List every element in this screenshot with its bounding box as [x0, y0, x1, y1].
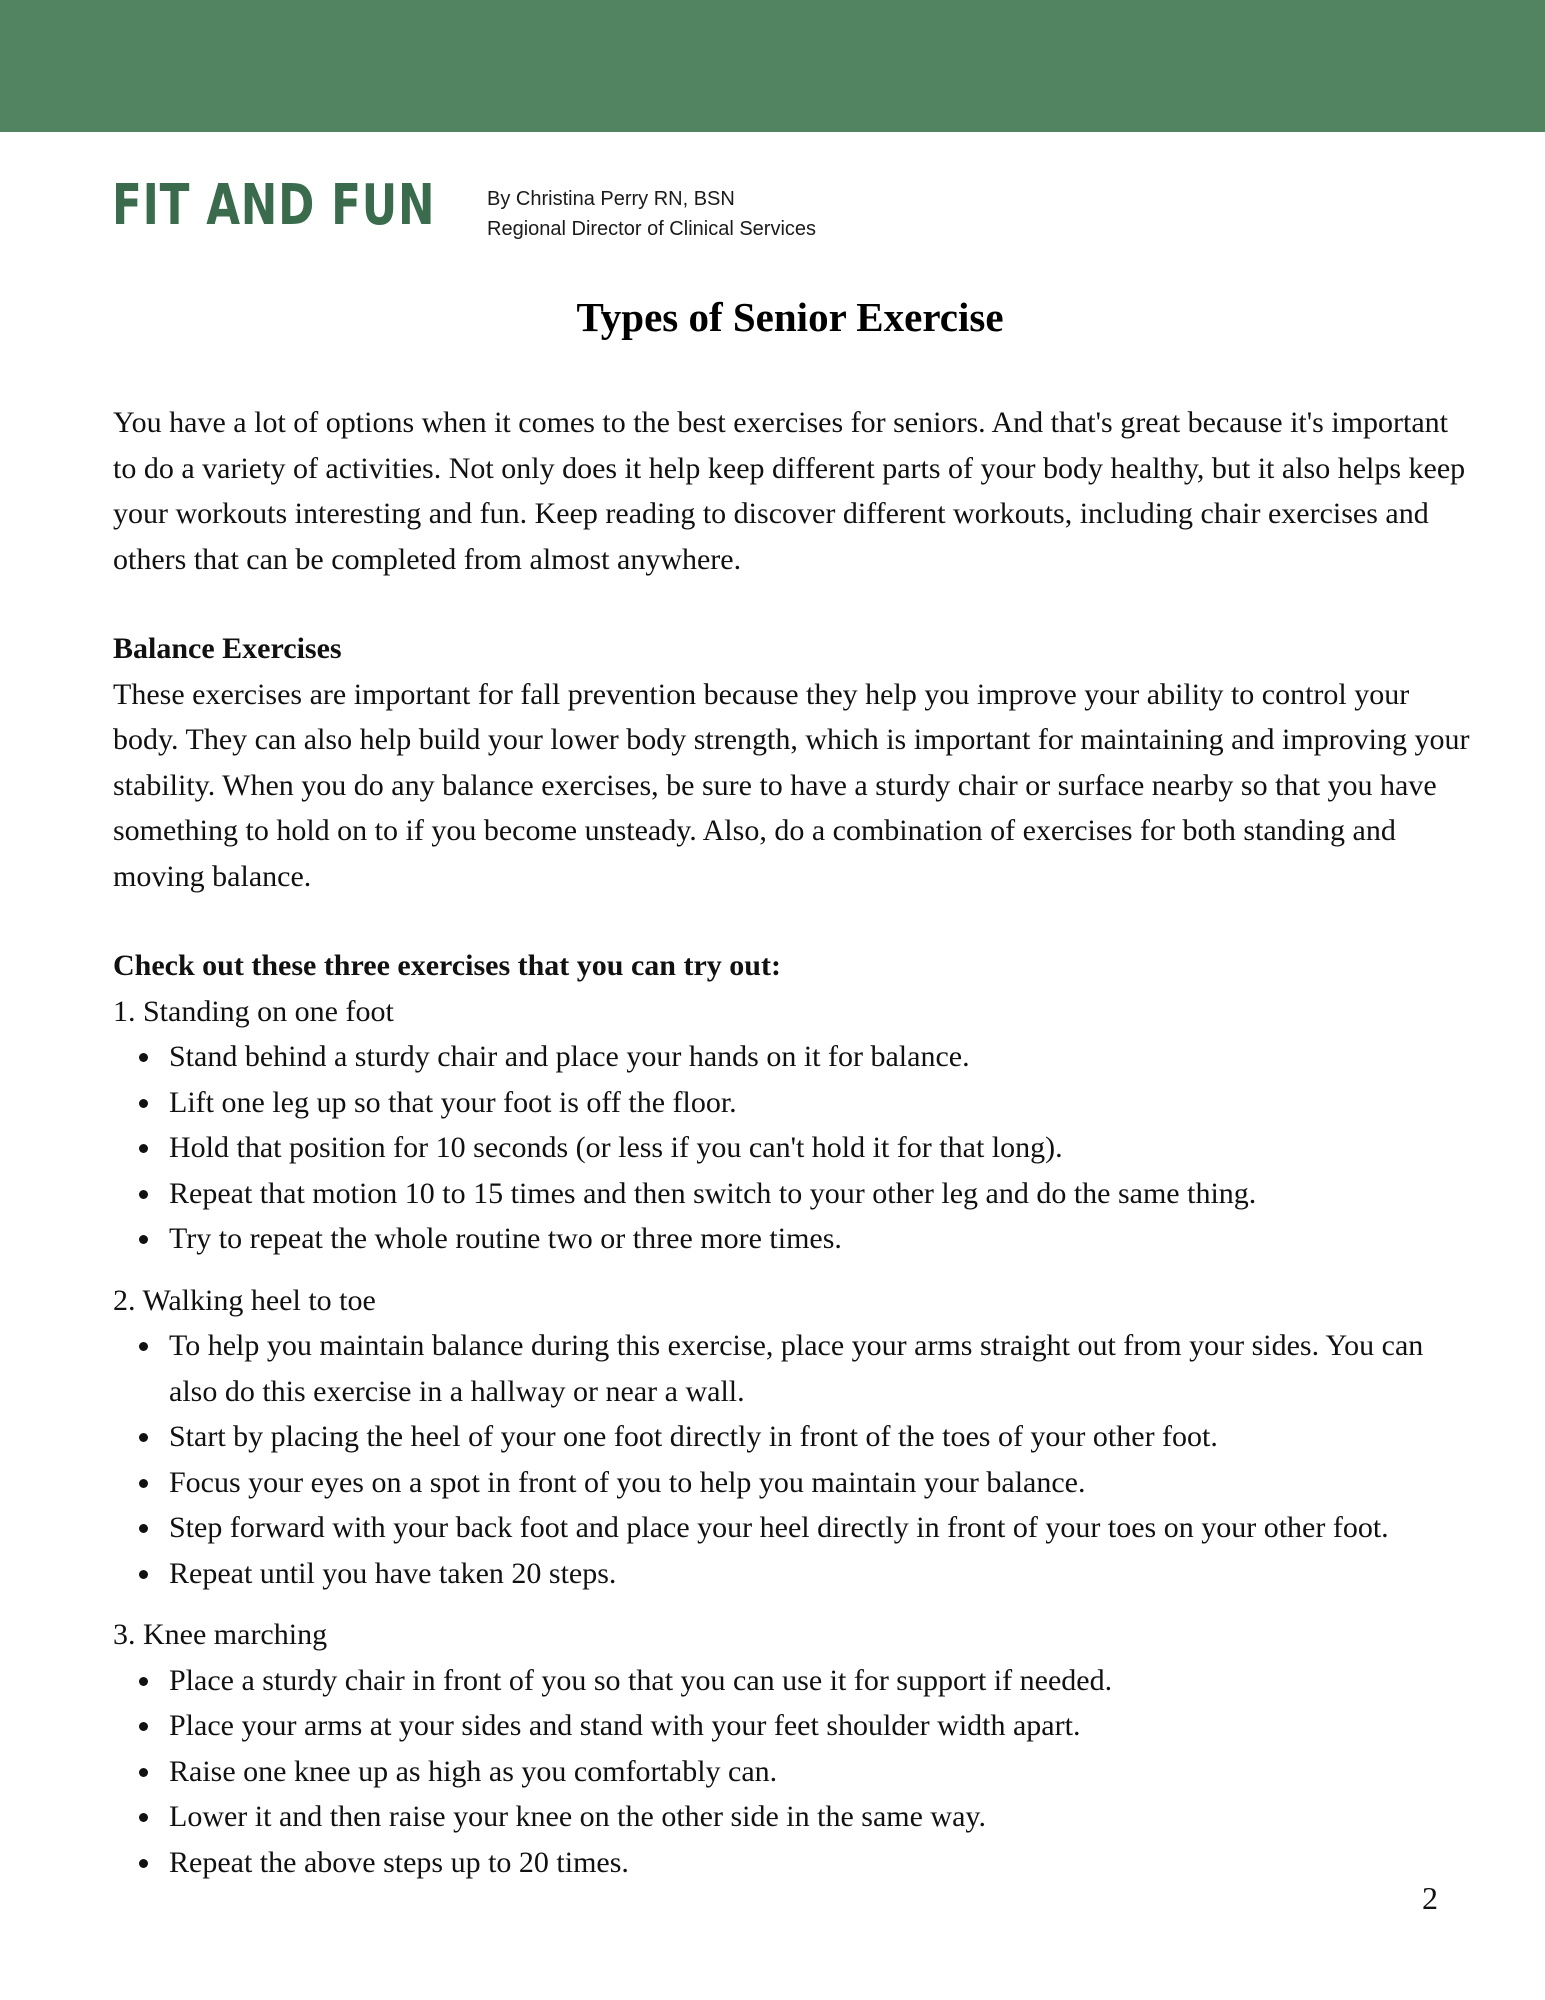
list-item: Lift one leg up so that your foot is off the floor.	[113, 1080, 1473, 1126]
exercise-steps	[113, 1034, 1473, 1262]
balance-heading: Balance Exercises	[113, 632, 342, 665]
intro-paragraph: You have a lot of options when it comes to the best exercises for seniors. And that's great because it's important to do a variety of activities. Not only does it help keep different parts of your body healthy, but it also helps keep your workouts interesting and fun. Keep reading to discover different workouts, including chair exercises and others that can be completed from almost anywhere.	[113, 406, 1466, 576]
list-item: Try to repeat the whole routine two or three more times.	[113, 1216, 1473, 1262]
page-title: Types of Senior Exercise	[576, 294, 1004, 340]
list-item: Hold that position for 10 seconds (or less if you can't hold it for that long).	[113, 1125, 1473, 1171]
list-item: Stand behind a sturdy chair and place your hands on it for balance.	[113, 1034, 1473, 1080]
exercises-heading: Check out these three exercises that you can try out:	[113, 949, 781, 982]
list-item: Repeat the above steps up to 20 times.	[113, 1840, 1473, 1886]
list-item: Repeat until you have taken 20 steps.	[113, 1551, 1473, 1597]
page-number: 2	[1422, 1880, 1438, 1916]
list-item: Focus your eyes on a spot in front of you to help you maintain your balance.	[113, 1460, 1473, 1506]
list-item: To help you maintain balance during this exercise, place your arms straight out from your sides. You can also do this exercise in a hallway or near a wall.	[113, 1323, 1473, 1414]
exercise-3	[113, 1612, 1473, 1885]
exercise-2	[113, 1278, 1473, 1597]
article-body	[113, 400, 1473, 1901]
exercise-title: 1. Standing on one foot	[113, 994, 394, 1028]
balance-paragraph: These exercises are important for fall prevention because they help you improve your ability to control your body. They can also help build your lower body strength, which is important for maintaining and improving your stability. When you do any balance exercises, be sure to have a sturdy chair or surface nearby so that you have something to hold on to if you become unsteady. Also, do a combination of exercises for both standing and moving balance.	[113, 677, 1470, 893]
exercise-title: 3. Knee marching	[113, 1618, 328, 1651]
author-role: Regional Director of Clinical Services	[487, 218, 817, 240]
exercise-title: 2. Walking heel to toe	[113, 1283, 376, 1317]
exercise-steps	[113, 1658, 1473, 1886]
exercise-1	[113, 989, 1473, 1262]
list-item: Start by placing the heel of your one foot directly in front of the toes of your other foot.	[113, 1414, 1473, 1460]
list-item: Raise one knee up as high as you comfortably can.	[113, 1749, 1473, 1795]
list-item: Lower it and then raise your knee on the other side in the same way.	[113, 1794, 1473, 1840]
author-byline	[487, 184, 816, 244]
author-name: By Christina Perry RN, BSN	[487, 188, 735, 210]
list-item: Place your arms at your sides and stand with your feet shoulder width apart.	[113, 1703, 1473, 1749]
list-item: Repeat that motion 10 to 15 times and then switch to your other leg and do the same thing.	[113, 1171, 1473, 1217]
exercise-steps	[113, 1323, 1473, 1596]
list-item: Place a sturdy chair in front of you so that you can use it for support if needed.	[113, 1658, 1473, 1704]
list-item: Step forward with your back foot and place your heel directly in front of your toes on your other foot.	[113, 1505, 1473, 1551]
newsletter-brand: FIT AND FUN	[112, 173, 436, 238]
header-band	[0, 0, 1545, 132]
